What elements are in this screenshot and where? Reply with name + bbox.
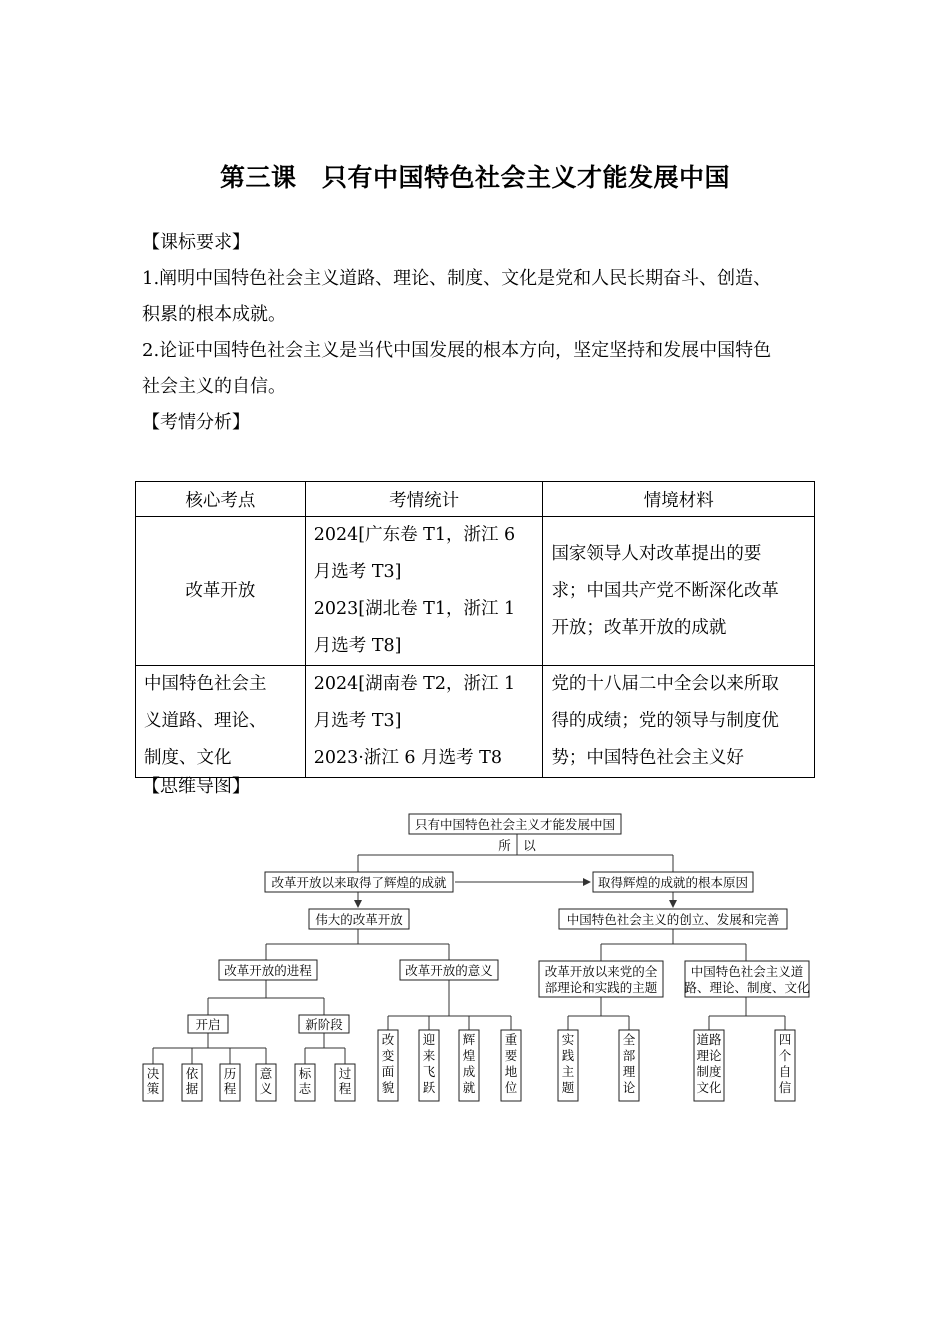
connector-label: 所 以 [498,838,536,853]
leaf-label-char: 义 [259,1081,273,1096]
mind-map-leaf [295,1064,315,1101]
leaf-label-line: 文化 [696,1080,722,1095]
mind-map-leaf [558,1030,578,1101]
node-root-label: 只有中国特色社会主义才能发展中国 [414,817,616,832]
cell-line: 求；中国共产党不断深化改革 [551,580,779,601]
leaf-label-line: 制度 [696,1064,722,1079]
cell-line: 2023[湖北卷 T1，浙江 1 [313,599,516,619]
node-label: 改革开放的进程 [224,963,312,978]
cell-line: 党的十八届二中全会以来所取 [551,674,779,694]
cell-line: 义道路、理论、 [144,711,267,731]
leaf-label-char: 过 [338,1066,352,1081]
node-label: 改革开放以来党的全 [544,964,658,979]
cell-line: 月选考 T3] [313,711,402,731]
node-label: 路、理论、制度、文化 [684,980,810,995]
leaf-label-char: 论 [622,1080,636,1095]
node-root-cause [593,872,753,892]
page-title: 第三课 只有中国特色社会主义才能发展中国 [219,163,730,192]
node-label: 取得辉煌的成就的根本原因 [597,875,749,890]
requirement-line: 1.阐明中国特色社会主义道路、理论、制度、文化是党和人民长期奋斗、创造、 [142,268,772,289]
mind-map-leaf [143,1064,163,1101]
leaf-label-char: 成 [462,1064,476,1079]
mind-map-leaf [378,1030,398,1101]
node-achievements [265,872,453,892]
leaf-label-char: 变 [381,1048,395,1063]
node-label: 新阶段 [305,1017,343,1032]
leaf-label-char: 迎 [422,1032,436,1047]
cell-line: 中国特色社会主 [144,674,267,694]
cell-line: 开放；改革开放的成就 [551,617,727,638]
leaf-label-char: 程 [338,1081,352,1096]
leaf-label-char: 煌 [462,1048,476,1063]
section-heading-analysis: 【考情分析】 [142,412,250,433]
cell-line: 月选考 T3] [313,562,402,582]
mind-map-leaf [619,1030,639,1101]
leaf-label-char: 部 [622,1048,636,1063]
section-heading-mindmap: 【思维导图】 [142,776,250,797]
cell-line: 2024[湖南卷 T2，浙江 1 [313,674,516,694]
header-context-material: 情境材料 [543,482,815,517]
node-label: 伟大的改革开放 [315,912,403,927]
leaf-label-char: 位 [504,1080,518,1095]
leaf-label-char: 貌 [381,1080,395,1095]
header-exam-stats: 考情统计 [305,482,543,517]
leaf-label-char: 志 [298,1081,312,1096]
mind-map-leaf [256,1064,276,1101]
leaf-label-char: 主 [561,1064,575,1079]
leaf-label-char: 跃 [422,1080,436,1095]
leaf-label-char: 来 [422,1048,436,1063]
node-new-stage [299,1015,349,1033]
leaf-label-char: 四 [778,1032,792,1047]
mind-map-leaf [335,1064,355,1101]
node-root [409,814,621,834]
leaf-label-char: 实 [561,1032,575,1047]
leaf-label-char: 程 [223,1081,237,1096]
node-label: 开启 [195,1017,221,1032]
leaf-label-char: 信 [778,1080,792,1095]
mind-map-leaf [419,1030,439,1101]
node-paths [684,961,810,997]
requirement-line: 社会主义的自信。 [142,376,286,397]
leaf-label-char: 据 [185,1081,199,1096]
requirement-line: 2.论证中国特色社会主义是当代中国发展的根本方向，坚定坚持和发展中国特色 [142,340,772,361]
leaf-label-char: 意 [259,1066,273,1081]
node-reform-significance [400,960,498,980]
leaf-label-char: 面 [381,1064,395,1079]
node-label: 部理论和实践的主题 [544,980,658,995]
cell-line: 2023·浙江 6 月选考 T8 [313,748,502,768]
leaf-label-char: 辉 [462,1032,476,1047]
mind-map-leaves [143,1030,795,1101]
leaf-label-char: 自 [778,1064,792,1079]
node-label: 改革开放的意义 [405,963,493,978]
node-label: 改革开放以来取得了辉煌的成就 [271,875,447,890]
cell-line: 制度、文化 [144,748,232,768]
leaf-label-char: 个 [778,1048,792,1063]
cell-line: 月选考 T8] [313,636,402,656]
node-label: 中国特色社会主义道 [690,964,804,979]
cell-line: 得的成绩；党的领导与制度优 [551,711,779,731]
node-theme [539,961,663,997]
cell-line: 2024[广东卷 T1，浙江 6 [313,525,516,545]
cell-line: 国家领导人对改革提出的要 [551,543,762,564]
cell-line: 势；中国特色社会主义好 [551,748,744,768]
leaf-label-char: 策 [146,1081,160,1096]
leaf-label-char: 就 [462,1080,476,1095]
mind-map-leaf [501,1030,521,1101]
leaf-label-char: 践 [561,1048,575,1063]
leaf-label-line: 理论 [696,1048,722,1063]
leaf-label-char: 飞 [422,1064,436,1079]
leaf-label-char: 历 [223,1066,237,1081]
node-socialism-development [559,909,787,929]
mind-map-leaf [220,1064,240,1101]
leaf-label-char: 标 [298,1066,312,1081]
node-reform-process [219,960,317,980]
node-great-reform [309,909,409,929]
leaf-label-char: 重 [504,1032,518,1047]
leaf-label-char: 改 [381,1032,395,1047]
leaf-label-char: 依 [185,1066,199,1081]
leaf-label-char: 题 [561,1080,575,1095]
mind-map-leaf [694,1030,724,1101]
leaf-label-char: 地 [504,1064,518,1079]
mind-map-leaf [459,1030,479,1101]
node-label: 中国特色社会主义的创立、发展和完善 [566,912,780,927]
requirement-line: 积累的根本成就。 [142,304,286,325]
mind-map-leaf [775,1030,795,1101]
leaf-label-line: 道路 [696,1032,722,1047]
cell-line: 改革开放 [185,580,256,601]
section-heading-requirements: 【课标要求】 [142,232,250,253]
leaf-label-char: 理 [622,1064,636,1079]
header-core-topic: 核心考点 [136,482,306,517]
leaf-label-char: 要 [504,1048,518,1063]
mind-map-leaf [182,1064,202,1101]
leaf-label-char: 全 [622,1032,636,1047]
node-start [188,1015,228,1033]
leaf-label-char: 决 [146,1066,160,1081]
